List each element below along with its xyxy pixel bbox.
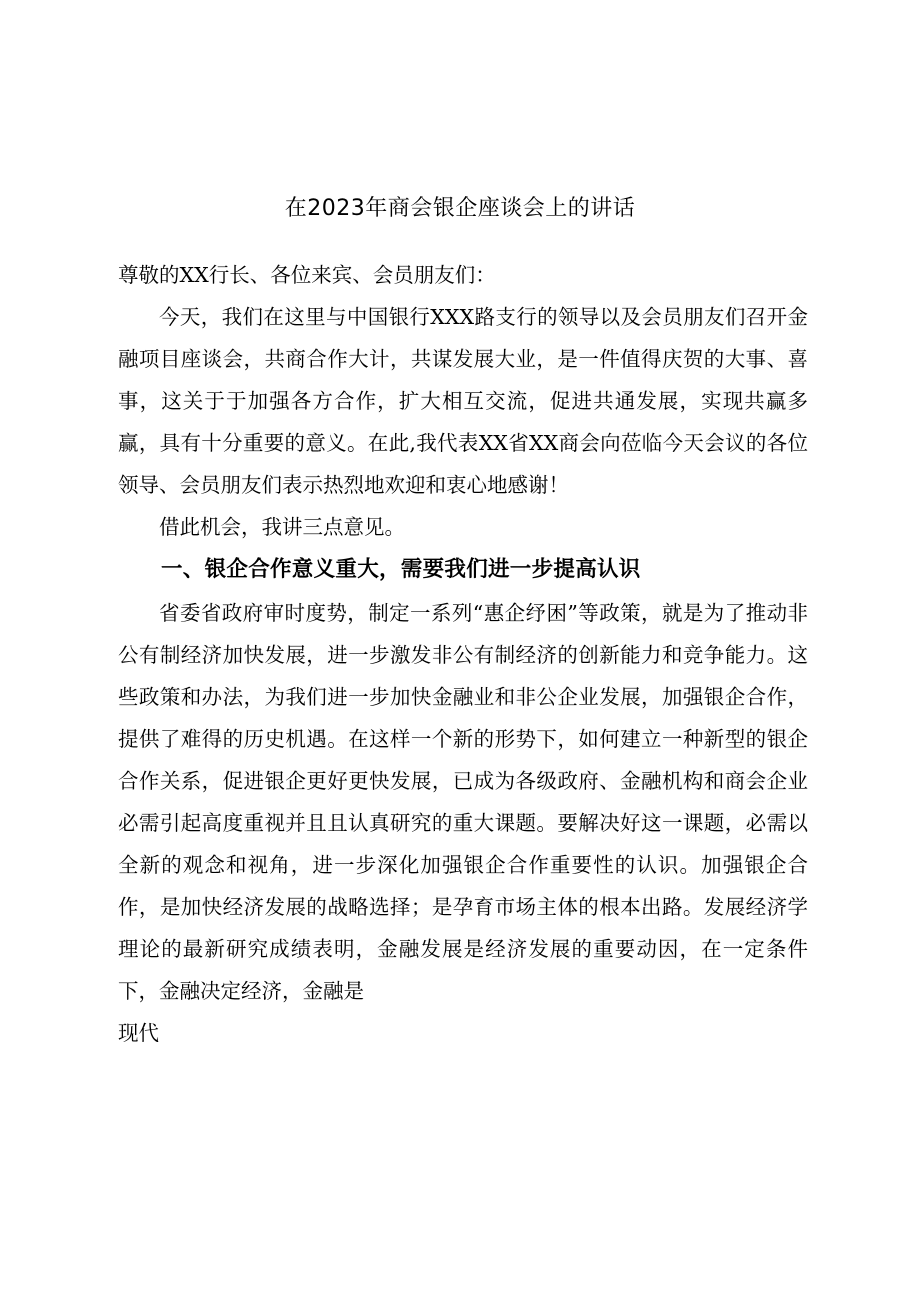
paragraph-intro: 借此机会，我讲三点意见。 bbox=[159, 515, 405, 539]
salutation: 尊敬的XX行长、各位来宾、会员朋友们： bbox=[118, 263, 496, 287]
document-title: 在2023年商会银企座谈会上的讲话 bbox=[284, 196, 636, 221]
trailing-fragment: 现代 bbox=[118, 1021, 159, 1045]
paragraph-opening: 今天，我们在这里与中国银行XXX路支行的领导以及会员朋友们召开金融项目座谈会，共商合作大计，共谋发展大业，是一件值得庆贺的大事、喜事，这关于于加强各方合作，扩大相互交流，促进共通发展，实现共赢多赢，具有十分重要的意义。在此,我代表XX省XX商会向莅临今天会议的各位领导、会员朋友们表示热烈地欢迎和衷心地感谢！ bbox=[118, 305, 808, 497]
section-heading-1: 一、银企合作意义重大，需要我们进一步提高认识 bbox=[161, 557, 641, 582]
document-body bbox=[118, 254, 808, 1054]
paragraph-section-1: 省委省政府审时度势，制定一系列“惠企纾困”等政策，就是为了推动非公有制经济加快发展，进一步激发非公有制经济的创新能力和竞争能力。这些政策和办法，为我们进一步加快金融业和非公企业发展，加强银企合作，提供了难得的历史机遇。在这样一个新的形势下，如何建立一种新型的银企合作关系，促进银企更好更快发展，已成为各级政府、金融机构和商会企业必需引起高度重视并且且认真研究的重大课题。要解决好这一课题，必需以全新的观念和视角，进一步深化加强银企合作重要性的认识。加强银企合作，是加快经济发展的战略选择；是孕育市场主体的根本出路。发展经济学理论的最新研究成绩表明，金融发展是经济发展的重要动因，在一定条件下，金融决定经济，金融是 bbox=[118, 601, 808, 1003]
